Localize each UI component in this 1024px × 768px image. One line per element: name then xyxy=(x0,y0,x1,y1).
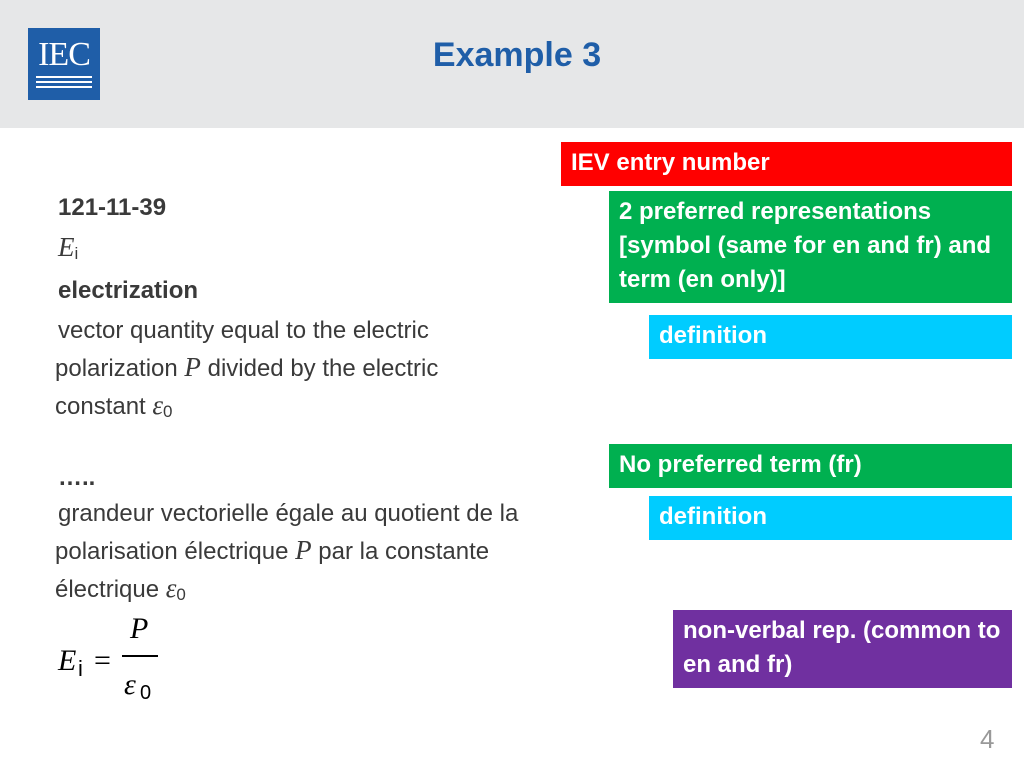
formula xyxy=(58,612,178,712)
logo-text: IEC xyxy=(38,36,90,73)
formula-equals: = xyxy=(94,644,111,677)
symbol-p: P xyxy=(295,535,312,565)
text-fragment: polarisation électrique xyxy=(55,538,296,565)
epsilon-subscript: 0 xyxy=(163,402,173,421)
logo-lines-icon xyxy=(36,76,92,90)
epsilon-subscript: 0 xyxy=(176,585,186,604)
annotation-iev-number: IEV entry number xyxy=(561,142,1012,186)
definition-en-line3 xyxy=(55,387,438,430)
formula-numerator: P xyxy=(130,612,149,645)
definition-fr-line2 xyxy=(55,532,518,570)
symbol-subscript: i xyxy=(74,244,79,263)
annotation-no-preferred-term: No preferred term (fr) xyxy=(609,444,1012,488)
symbol-letter: E xyxy=(58,232,75,262)
definition-en-line2 xyxy=(55,349,438,387)
entry-symbol xyxy=(58,232,78,264)
header-bar xyxy=(0,0,1024,128)
annotation-definition-fr: definition xyxy=(649,496,1012,540)
formula-lhs: E xyxy=(58,644,77,677)
symbol-epsilon: ε xyxy=(152,390,164,420)
text-fragment: constant xyxy=(55,393,153,420)
annotation-non-verbal: non-verbal rep. (common to en and fr) xyxy=(673,610,1012,688)
formula-denominator-subscript: 0 xyxy=(140,682,152,704)
definition-fr-line1: grandeur vectorielle égale au quotient de la xyxy=(58,500,519,527)
formula-denominator: ε xyxy=(124,668,136,701)
definition-fr-line3 xyxy=(55,570,518,613)
symbol-epsilon: ε xyxy=(165,573,177,603)
entry-number: 121-11-39 xyxy=(58,194,167,221)
symbol-p: P xyxy=(184,352,201,382)
text-fragment: par la constante xyxy=(311,538,490,565)
definition-en-line1: vector quantity equal to the electric xyxy=(58,317,429,344)
fraction-bar xyxy=(122,655,158,657)
formula-lhs-subscript: i xyxy=(78,656,83,681)
page-number: 4 xyxy=(980,724,995,754)
text-fragment: électrique xyxy=(55,576,166,603)
annotation-definition-en: definition xyxy=(649,315,1012,359)
definition-en xyxy=(55,313,438,430)
term-en: electrization xyxy=(58,277,199,304)
text-fragment: divided by the electric xyxy=(200,355,439,382)
definition-fr xyxy=(55,496,518,613)
annotation-preferred-reps: 2 preferred representations [symbol (same for en and fr) and term (en only)] xyxy=(609,191,1012,303)
term-fr: ….. xyxy=(58,464,96,491)
text-fragment: polarization xyxy=(55,355,185,382)
slide-title: Example 3 xyxy=(432,36,602,74)
